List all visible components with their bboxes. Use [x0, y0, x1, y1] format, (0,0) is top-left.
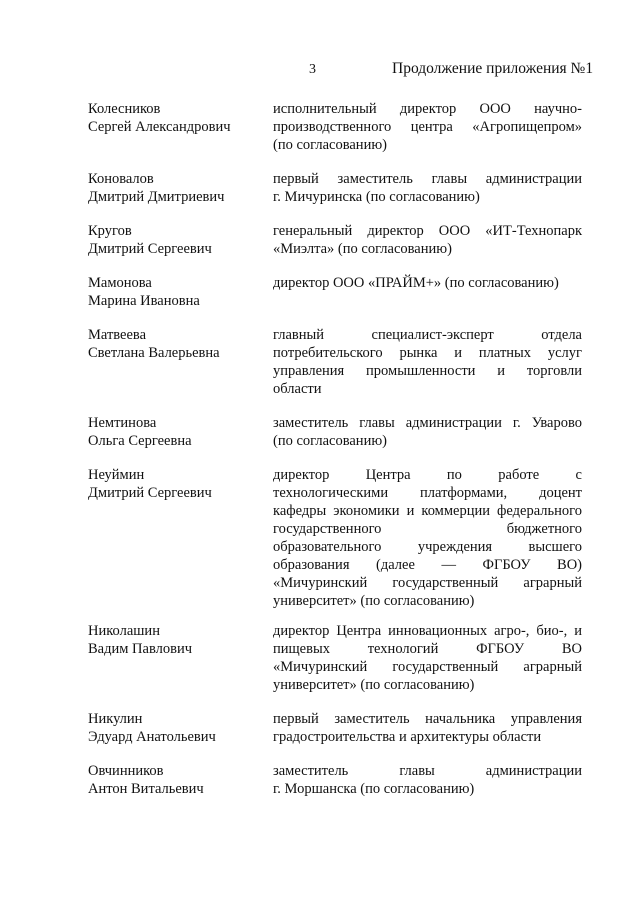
position-line: г. Моршанска (по согласованию) — [273, 781, 475, 797]
member-given-names: Марина Ивановна — [88, 293, 200, 309]
position-line: технологическими платформами, доцент — [273, 485, 582, 501]
page-number: 3 — [309, 62, 316, 77]
position-line: г. Мичуринска (по согласованию) — [273, 189, 480, 205]
position-line: директор ООО «ПРАЙМ+» (по согласованию) — [273, 275, 559, 291]
member-surname: Коновалов — [88, 171, 154, 187]
member-name — [88, 622, 263, 658]
position-line: производственного центра «Агропищепром» — [273, 119, 582, 135]
member-position — [273, 222, 582, 258]
position-line: управления промышленности и торговли — [273, 363, 582, 379]
member-surname: Неуймин — [88, 467, 145, 483]
position-line: исполнительный директор ООО научно- — [273, 101, 582, 117]
member-given-names: Светлана Валерьевна — [88, 345, 220, 361]
member-surname: Колесников — [88, 101, 161, 117]
member-name — [88, 466, 263, 502]
member-name — [88, 414, 263, 450]
member-surname: Овчинников — [88, 763, 164, 779]
member-given-names: Вадим Павлович — [88, 641, 192, 657]
member-position — [273, 762, 582, 798]
member-position — [273, 170, 582, 206]
position-line: первый заместитель главы администрации — [273, 171, 582, 187]
position-line: градостроительства и архитектуры области — [273, 729, 542, 745]
member-position — [273, 274, 582, 292]
position-line: директор Центра по работе с — [273, 467, 582, 483]
member-name — [88, 100, 263, 136]
position-line: образовательного учреждения высшего — [273, 539, 582, 555]
member-surname: Мамонова — [88, 275, 152, 291]
member-given-names: Ольга Сергеевна — [88, 433, 192, 449]
position-line: генеральный директор ООО «ИТ-Технопарк — [273, 223, 582, 239]
position-line: главный специалист-эксперт отдела — [273, 327, 582, 343]
appendix-continuation-note: Продолжение приложения №1 — [392, 60, 594, 77]
member-position — [273, 622, 582, 694]
position-line: образования (далее — ФГБОУ ВО) — [273, 557, 582, 573]
position-line: области — [273, 381, 322, 397]
member-surname: Немтинова — [88, 415, 157, 431]
position-line: (по согласованию) — [273, 137, 387, 153]
position-line: заместитель главы администрации — [273, 763, 582, 779]
position-line: (по согласованию) — [273, 433, 387, 449]
member-name — [88, 170, 263, 206]
member-name — [88, 222, 263, 258]
member-position — [273, 326, 582, 398]
member-position — [273, 100, 582, 154]
member-surname: Николашин — [88, 623, 160, 639]
member-name — [88, 710, 263, 746]
position-line: директор Центра инновационных агро-, био-, и — [273, 623, 582, 639]
member-position — [273, 414, 582, 450]
member-given-names: Дмитрий Сергеевич — [88, 241, 212, 257]
member-name — [88, 762, 263, 798]
member-given-names: Сергей Александрович — [88, 119, 231, 135]
position-line: государственного бюджетного — [273, 521, 582, 537]
member-surname: Кругов — [88, 223, 132, 239]
member-name — [88, 274, 263, 310]
position-line: «Мичуринский государственный аграрный — [273, 575, 582, 591]
member-surname: Матвеева — [88, 327, 147, 343]
position-line: заместитель главы администрации г. Уварово — [273, 415, 582, 431]
position-line: «Миэлта» (по согласованию) — [273, 241, 452, 257]
member-position — [273, 710, 582, 746]
member-given-names: Дмитрий Сергеевич — [88, 485, 212, 501]
position-line: потребительского рынка и платных услуг — [273, 345, 582, 361]
position-line: университет» (по согласованию) — [273, 677, 475, 693]
position-line: кафедры экономики и коммерции федерального — [273, 503, 582, 519]
position-line: первый заместитель начальника управления — [273, 711, 582, 727]
position-line: университет» (по согласованию) — [273, 593, 475, 609]
member-surname: Никулин — [88, 711, 143, 727]
member-given-names: Дмитрий Дмитриевич — [88, 189, 225, 205]
member-position — [273, 466, 582, 610]
position-line: пищевых технологий ФГБОУ ВО — [273, 641, 582, 657]
position-line: «Мичуринский государственный аграрный — [273, 659, 582, 675]
member-given-names: Эдуард Анатольевич — [88, 729, 216, 745]
member-name — [88, 326, 263, 362]
member-given-names: Антон Витальевич — [88, 781, 204, 797]
